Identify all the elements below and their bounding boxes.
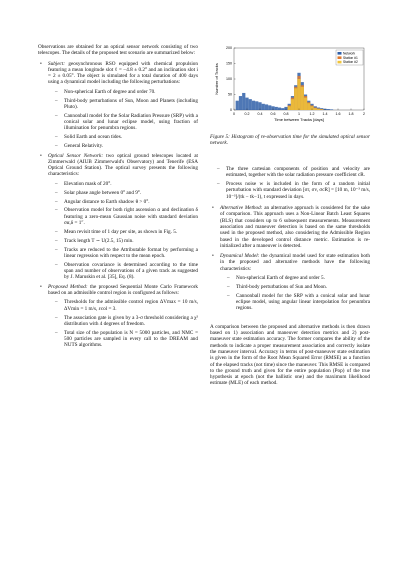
x-tick-label: 1 <box>298 112 300 116</box>
method-settings <box>50 299 198 348</box>
histogram-bar <box>327 109 330 110</box>
alt-label: Alternative Method: <box>220 205 263 212</box>
list-item: – Elevation mask of 20°. <box>50 181 198 187</box>
scenario-list <box>38 61 198 349</box>
method-list <box>210 205 370 312</box>
list-item: – Cannonball model for the SRP with a conical solar and lunar eclipse model, using angular linear interpolation for penumbra regions. <box>222 293 370 312</box>
legend-swatch <box>338 56 342 59</box>
histogram-bar <box>288 106 291 110</box>
x-tick-label: 0 <box>233 112 235 116</box>
continued-list <box>212 166 370 200</box>
histogram-bar <box>262 104 265 110</box>
list-item: – Observation model for both right ascension α and declination δ featuring a zero-mean Gaussian noise with standard deviation σα,δ = 1″. <box>50 207 198 226</box>
dyn-text: the dynamical model used for state estimation both in the proposed and alternative methods have the following characteristics: <box>220 253 371 272</box>
list-item: – Thresholds for the admissible control region ΔVmax = 10 m/s, ΔVmin = 1 m/s, εcol = 3. <box>50 299 198 312</box>
x-tick-label: 2 <box>363 112 365 116</box>
list-item: – Cannonball model for the Solar Radiation Pressure (SRP) with a conical solar and lunar eclipse model, using fraction of illumination for penumbra regions. <box>50 113 198 132</box>
y-tick-label: 200 <box>226 46 232 51</box>
histogram-bar <box>236 101 239 110</box>
list-item: – Third-body perturbations of Sun, Moon and Planets (including Pluto). <box>50 98 198 111</box>
dyn-characteristics <box>222 275 370 312</box>
histogram-bar <box>307 103 310 110</box>
histogram-bar <box>320 109 323 110</box>
method-text: the proposed Sequential Monte Carlo Framework based on an admissible control region is configured as follows: <box>48 283 198 297</box>
subject-item <box>38 61 198 150</box>
left-column <box>38 44 198 352</box>
list-item: – General Relativity. <box>50 143 198 149</box>
histogram-bar <box>294 88 297 110</box>
dynamical-model-item <box>210 253 370 312</box>
list-item: – Process noise w is included in the form of a random initial perturbation with standard deviation [σr, σv, σcR] = [10 m, 10⁻³ m/s, 10⁻³]/(tk − tk−1), t expressed in days. <box>212 181 370 200</box>
x-tick-label: 1.2 <box>309 112 315 116</box>
legend-label: Station #1 <box>343 55 358 60</box>
histogram-bar <box>278 108 281 110</box>
list-item: – Angular distance to Earth shadow θ > 0°. <box>50 199 198 205</box>
histogram-bar <box>239 96 242 110</box>
network-label: Optical Sensor Network: <box>48 152 104 159</box>
y-tick-label: 100 <box>226 77 232 82</box>
x-axis-label: Time between Tracks [days] <box>274 117 324 122</box>
list-item: – The three cartesian components of position and velocity are estimated, together with the solar radiation pressure coefficient cR. <box>212 166 370 179</box>
subject-perturbations <box>50 89 198 150</box>
list-item: – The association gate is given by a 3-σ threshold considering a χ² distribution with 4 degrees of freedom. <box>50 315 198 328</box>
histogram-bar <box>317 109 320 110</box>
x-tick-label: 0.6 <box>270 112 276 116</box>
histogram-bar <box>304 98 307 110</box>
subject-text: geosynchronous RSO equipped with chemical propulsion featuring a mean longitude slot ℓ = −4.8 ± 0.2° and an inclination slot i = 2 ± 0.05°. The object is simulated for a total duration of 400 days using a dynamical model including the following perturbations: <box>48 60 198 86</box>
histogram-bar <box>330 109 333 110</box>
x-tick-label: 1.4 <box>322 112 328 116</box>
alternative-method-item <box>210 205 370 249</box>
histogram-bar <box>245 98 248 110</box>
list-item: – Non-spherical Earth of degree and order 5. <box>222 275 370 281</box>
histogram-bar <box>314 108 317 110</box>
y-tick-label: 50 <box>228 92 232 97</box>
histogram-chart <box>210 44 370 126</box>
histogram-bar <box>265 104 268 110</box>
list-item: – Total size of the population is N = 5000 particles, and NMC = 500 particles are sampled in every call to the DREAM and NUTS algorithms. <box>50 330 198 349</box>
y-tick-label: 0 <box>230 108 232 113</box>
figure-caption: Figure 5: Histogram of re-observation time for the simulated optical sensor network. <box>210 134 370 147</box>
network-item <box>38 153 198 281</box>
list-item: – Observation covariance is determined according to the time span and number of observations of a given track as suggested by J. Maruskin et al. [35], Eq. (8). <box>50 262 198 281</box>
histogram-bar <box>291 99 294 110</box>
histogram-bar <box>297 79 300 110</box>
y-axis-label: Number of Tracks <box>214 63 219 95</box>
method-item <box>38 284 198 349</box>
method-label: Proposed Method: <box>48 283 88 290</box>
right-column-text <box>210 166 370 391</box>
network-characteristics <box>50 181 198 281</box>
closing-paragraph: A comparison between the proposed and alternative methods is then drawn based on 1) association and maneuver detection metrics and 2) post-maneuver state estimation accuracy. The former compares the ability of the methods to indicate a proper measurement association and correctly isolate the maneuver interval. Accuracy in terms of post-maneuver state estimation is given in the form of the Root Mean Squared Error (RMSE) as a function of the elapsed tracks (not time) since the maneuver. This RMSE is compared to the ground truth and given for the entire population (Pop) of the true hypothesis at epoch (not the ballistic one) and the maximum likelihood estimate (MLE) of each method. <box>210 323 370 387</box>
subject-label: Subject: <box>48 60 65 67</box>
histogram-bar <box>268 105 271 110</box>
alt-text: an alternative approach is considered for the sake of comparison. This approach uses a Non-Linear Batch Least Squares (BLS) that considers up to 6 subsequent measurements. Measurement association and maneuver detection is based on the same thresholds used in the proposed method, also considering the Admissible Region based in the developed control distance metric. Estimation is re-initialized after a maneuver is detected. <box>220 205 370 249</box>
list-item: – Track length T ∼ U(2.5, 15) min. <box>50 238 198 244</box>
list-item: – Non-spherical Earth of degree and order 70. <box>50 89 198 95</box>
legend-swatch <box>338 52 342 55</box>
x-tick-label: 1.8 <box>348 112 354 116</box>
legend-swatch <box>338 61 342 64</box>
histogram-bar <box>249 99 252 110</box>
list-item: – Mean revisit time of 1 day per site, as shown in Fig. 5. <box>50 229 198 235</box>
intro-paragraph: Observations are obtained for an optical sensor network consisting of two telescopes. The details of the proposed test scenario are summarized below: <box>38 44 198 57</box>
list-item: – Tracks are reduced to the Attributable format by performing a linear regression with respect to the mean epoch. <box>50 247 198 260</box>
histogram-bar <box>242 93 245 110</box>
network-text: two optical ground telescopes located at Zimmerwald (AIUB Zimmerwald's Observatory) and Tenerife (ESA Optical Ground Station). The optical survey presents the following characteristics: <box>48 152 198 178</box>
histogram-bar <box>301 87 304 110</box>
x-tick-label: 0.8 <box>283 112 289 116</box>
x-tick-label: 1.6 <box>335 112 341 116</box>
histogram-bar <box>281 108 284 110</box>
y-tick-label: 150 <box>226 61 232 66</box>
histogram-bar <box>255 101 258 110</box>
dyn-label: Dynamical Model: <box>220 253 260 260</box>
list-item: – Solar phase angle between 0° and 9°. <box>50 190 198 196</box>
histogram-bar <box>275 107 278 110</box>
x-tick-label: 0.2 <box>244 112 250 116</box>
legend-label: Station #2 <box>343 60 358 65</box>
legend-label: Network <box>343 51 356 56</box>
list-item: – Third-body perturbations of Sun and Moon. <box>222 284 370 290</box>
figure-5 <box>210 44 370 147</box>
list-item: – Solid Earth and ocean tides. <box>50 134 198 140</box>
histogram-bar <box>252 101 255 110</box>
x-tick-label: 0.4 <box>257 112 263 116</box>
